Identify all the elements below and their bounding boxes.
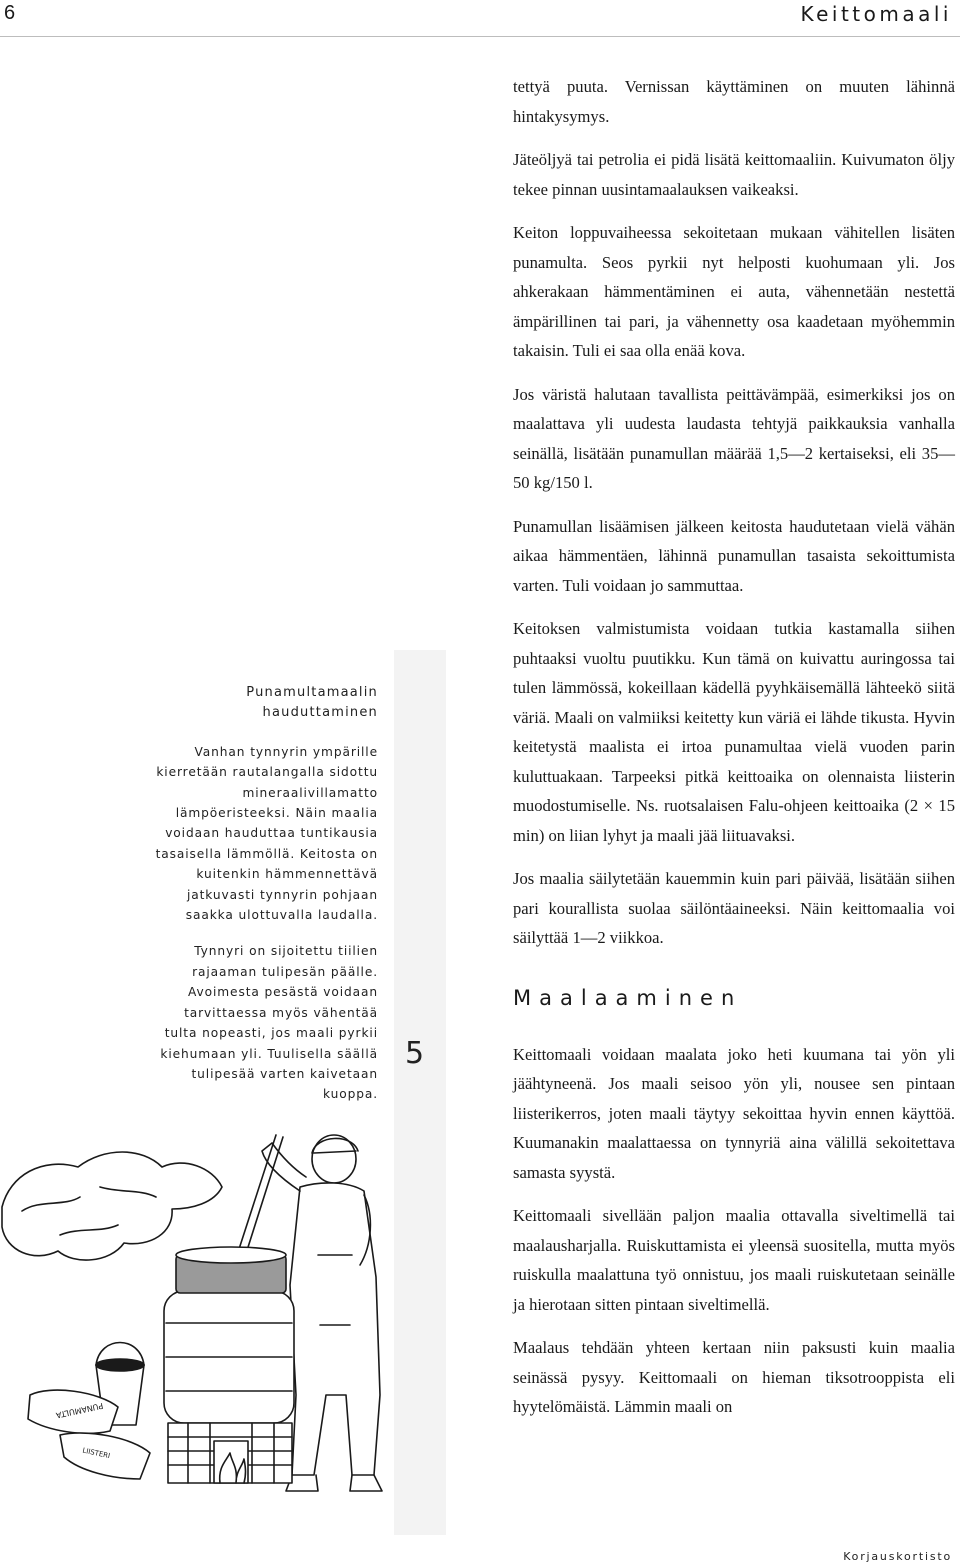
body-paragraph: Jäteöljyä tai petrolia ei pidä lisätä keittomaaliin. Kuivumaton öljy tekee pinnan uusintamaalauksen vaikeaksi.: [513, 150, 955, 199]
figure-number: 5: [405, 1036, 425, 1071]
figure-strip: [394, 650, 446, 1535]
main-text-column: [513, 72, 955, 1436]
body-paragraph: Keitoksen valmistumista voidaan tutkia kastamalla siihen puhtaaksi vuoltu puutikku. Kun tämä on kuivattu auringossa tai tulen lämmössä, kokeillaan kädellä pyyhkäisemällä lähteekö siitä väriä. Maali on valmiiksi keitetty kun väriä ei lähde tikusta. Hyvin keitetystä maalista ei irtoa punamultaa vielä vuoden parin kuluttuakaan. Tarpeeksi pitkä keittoaika on olennaista liisterin muodostumiselle. Ns. ruotsalaisen Falu-ohjeen keittoaika (2 × 15 min) on liian lyhyt ja maali jää liituavaksi.: [513, 619, 955, 845]
figure-caption: [150, 683, 378, 1121]
caption-paragraph: Vanhan tynnyrin ympärille kierretään rautalangalla sidottu mineraalivillamatto lämpöeristeeksi. Näin maalia voidaan hauduttaa tuntikausia tasaisella lämmöllä. Keitosta on kuitenkin hämmennettävä jatkuvasti tynnyrin pohjaan saakka ulottuvalla laudalla.: [155, 744, 378, 923]
caption-paragraph: Tynnyri on sijoitettu tiilien rajaaman tulipesän päälle. Avoimesta pesästä voidaan tarvittaessa myös vähentää tulta nopeasti, jos maali pyrkii kiehumaan yli. Tuulisella säällä tulipesää varten kaivetaan kuoppa.: [160, 944, 378, 1102]
body-paragraph: Jos maalia säilytetään kauemmin kuin pari päivää, lisätään siihen pari kourallista suolaa säilöntäaineeksi. Näin keittomaalia voi säilyttää 1—2 viikkoa.: [513, 869, 955, 947]
page-number: 6: [4, 2, 16, 24]
body-paragraph: Keittomaali voidaan maalata joko heti kuumana tai yön yli jäähtyneenä. Jos maali seisoo yön yli, nousee sen pintaan liisterikerros, joten maali täytyy sekoittaa hyvin ennen käyttöä. Kuumanakin maalattaessa on tynnyriä aina välillä sekoitettava samasta syystä.: [513, 1044, 955, 1182]
body-paragraph: Keittomaali sivellään paljon maalia ottavalla siveltimellä tai maalausharjalla. Ruiskuttamista ei yleensä suositella, mutta myös ruiskulla maalattuna työ onnistuu, jos maali ruiskutetaan seinälle ja hierotaan sitten pintaan siveltimellä.: [513, 1206, 955, 1314]
footer-publisher: Korjauskortisto: [843, 1550, 952, 1563]
body-paragraph: tettyä puuta. Vernissan käyttäminen on muuten lähinnä hintakysymys.: [513, 77, 955, 126]
body-paragraph: Jos väristä halutaan tavallista peittävämpää, esimerkiksi jos on maalattava yli uudesta laudasta tehtyjä paikkauksia vanhalla seinällä, lisätään punamullan määrää 1,5—2 kertaiseksi, eli 35—50 kg/150 l.: [513, 384, 955, 492]
running-title: Keittomaali: [800, 2, 952, 26]
caption-title: Punamultamaalin hauduttaminen: [246, 685, 378, 721]
body-paragraph: Maalaus tehdään yhteen kertaan niin paksusti kuin maalia seinässä pysyy. Keittomaali on hieman tiksotrooppista eli hyytelömäistä. Lämmin maali on: [513, 1338, 955, 1416]
section-heading: Maalaaminen: [513, 985, 743, 1010]
barrel-cooking-illustration: [0, 1095, 394, 1535]
body-paragraph: Keiton loppuvaiheessa sekoitetaan mukaan vähitellen lisäten punamulta. Seos pyrkii nyt helposti kuohumaan yli. Jos ahkerakaan hämmentäminen ei auta, vähennetään nestettä ämpärillinen tai pari, ja vähennetty osa kaadetaan myöhemmin takaisin. Tuli ei saa olla enää kova.: [513, 223, 955, 360]
bag-label: LIISTERI: [81, 1446, 111, 1461]
sack-label: PUNAMULTA: [55, 1400, 104, 1420]
worker-body: [290, 1183, 380, 1475]
body-paragraph: Punamullan lisäämisen jälkeen keitosta haudutetaan vielä vähän aikaa hämmentäen, lähinnä punamullan tasaista sekoittumista varten. Tuli voidaan jo sammuttaa.: [513, 516, 955, 595]
header-rule: [0, 36, 960, 37]
